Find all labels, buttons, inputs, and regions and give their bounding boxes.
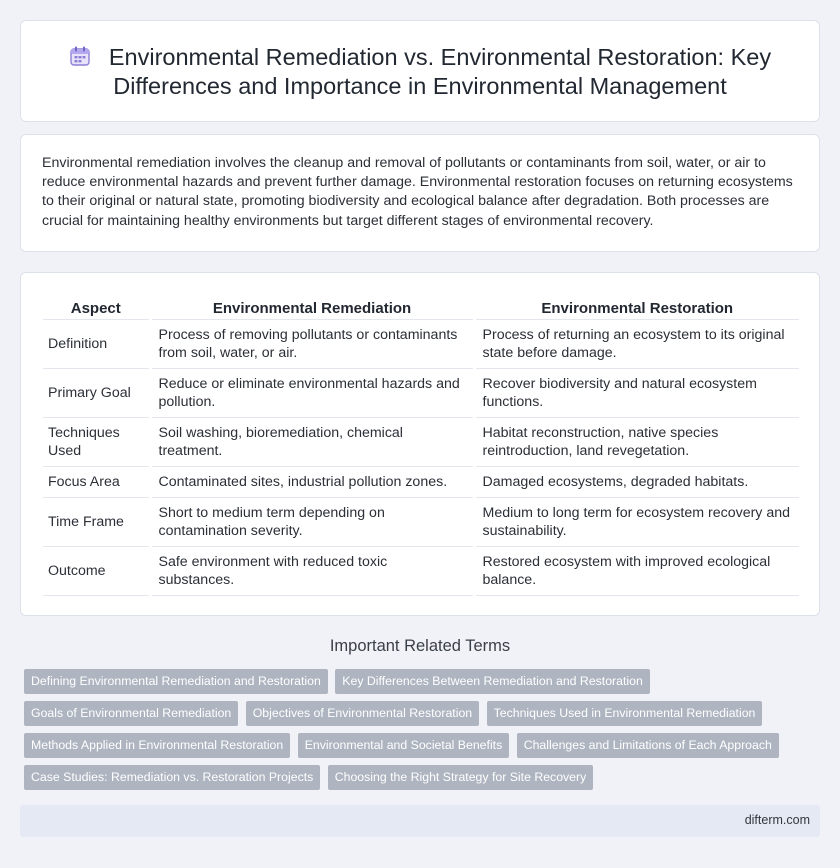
- comparison-card: [20, 272, 820, 616]
- row-restoration: Habitat reconstruction, native species reintroduction, land revegetation.: [474, 417, 799, 466]
- related-term-tag[interactable]: Techniques Used in Environmental Remediation: [487, 701, 763, 726]
- row-aspect: Focus Area: [43, 466, 150, 497]
- title-card: [20, 20, 820, 122]
- related-terms-list: [24, 669, 804, 797]
- header-aspect: Aspect: [43, 295, 150, 319]
- row-remediation: Safe environment with reduced toxic substances.: [150, 546, 474, 595]
- row-aspect: Time Frame: [43, 497, 150, 546]
- table-row: [43, 466, 799, 497]
- table-row: [43, 497, 799, 546]
- row-aspect: Outcome: [43, 546, 150, 595]
- related-term-tag[interactable]: Challenges and Limitations of Each Approach: [517, 733, 779, 758]
- related-term-tag[interactable]: Objectives of Environmental Restoration: [246, 701, 479, 726]
- related-term-tag[interactable]: Choosing the Right Strategy for Site Recovery: [328, 765, 594, 790]
- table-row: [43, 417, 799, 466]
- footer: [20, 805, 820, 837]
- related-term-tag[interactable]: Defining Environmental Remediation and Restoration: [24, 669, 328, 694]
- related-term-tag[interactable]: Methods Applied in Environmental Restoration: [24, 733, 290, 758]
- tag-row: [24, 701, 804, 733]
- page-title: Environmental Remediation vs. Environmental Restoration: Key Differences and Importance in Environmental Management: [108, 44, 772, 99]
- related-term-tag[interactable]: Goals of Environmental Remediation: [24, 701, 238, 726]
- row-restoration: Medium to long term for ecosystem recovery and sustainability.: [474, 497, 799, 546]
- row-remediation: Short to medium term depending on contamination severity.: [150, 497, 474, 546]
- row-aspect: Primary Goal: [43, 368, 150, 417]
- row-remediation: Process of removing pollutants or contaminants from soil, water, or air.: [150, 319, 474, 368]
- row-remediation: Soil washing, bioremediation, chemical treatment.: [150, 417, 474, 466]
- intro-card: [20, 134, 820, 252]
- intro-paragraph: Environmental remediation involves the cleanup and removal of pollutants or contaminants from soil, water, or air to reduce environmental hazards and prevent further damage. Environmental restoration focuses on returning ecosystems to their original or natural state, promoting biodiversity and ecological balance after degradation. Both processes are crucial for maintaining healthy environments but target different stages of environmental recovery.: [42, 155, 793, 229]
- header-remediation: Environmental Remediation: [150, 295, 474, 319]
- row-restoration: Process of returning an ecosystem to its original state before damage.: [474, 319, 799, 368]
- row-restoration: Damaged ecosystems, degraded habitats.: [474, 466, 799, 497]
- row-restoration: Recover biodiversity and natural ecosystem functions.: [474, 368, 799, 417]
- table-row: [43, 368, 799, 417]
- row-remediation: Reduce or eliminate environmental hazards and pollution.: [150, 368, 474, 417]
- comparison-table: [43, 295, 799, 596]
- related-term-tag[interactable]: Key Differences Between Remediation and Restoration: [335, 669, 650, 694]
- calendar-icon: [69, 45, 91, 67]
- header-restoration: Environmental Restoration: [474, 295, 799, 319]
- related-term-tag[interactable]: Case Studies: Remediation vs. Restoration Projects: [24, 765, 320, 790]
- related-term-tag[interactable]: Environmental and Societal Benefits: [298, 733, 510, 758]
- tag-row: [24, 669, 804, 701]
- footer-site-link[interactable]: difterm.com: [744, 813, 810, 827]
- row-remediation: Contaminated sites, industrial pollution zones.: [150, 466, 474, 497]
- table-row: [43, 319, 799, 368]
- table-header-row: [43, 295, 799, 319]
- row-aspect: Definition: [43, 319, 150, 368]
- row-restoration: Restored ecosystem with improved ecological balance.: [474, 546, 799, 595]
- related-terms-heading: Important Related Terms: [329, 637, 511, 655]
- tag-row: [24, 765, 804, 797]
- row-aspect: Techniques Used: [43, 417, 150, 466]
- table-row: [43, 546, 799, 595]
- tag-row: [24, 733, 804, 765]
- title-wrap: [61, 43, 779, 101]
